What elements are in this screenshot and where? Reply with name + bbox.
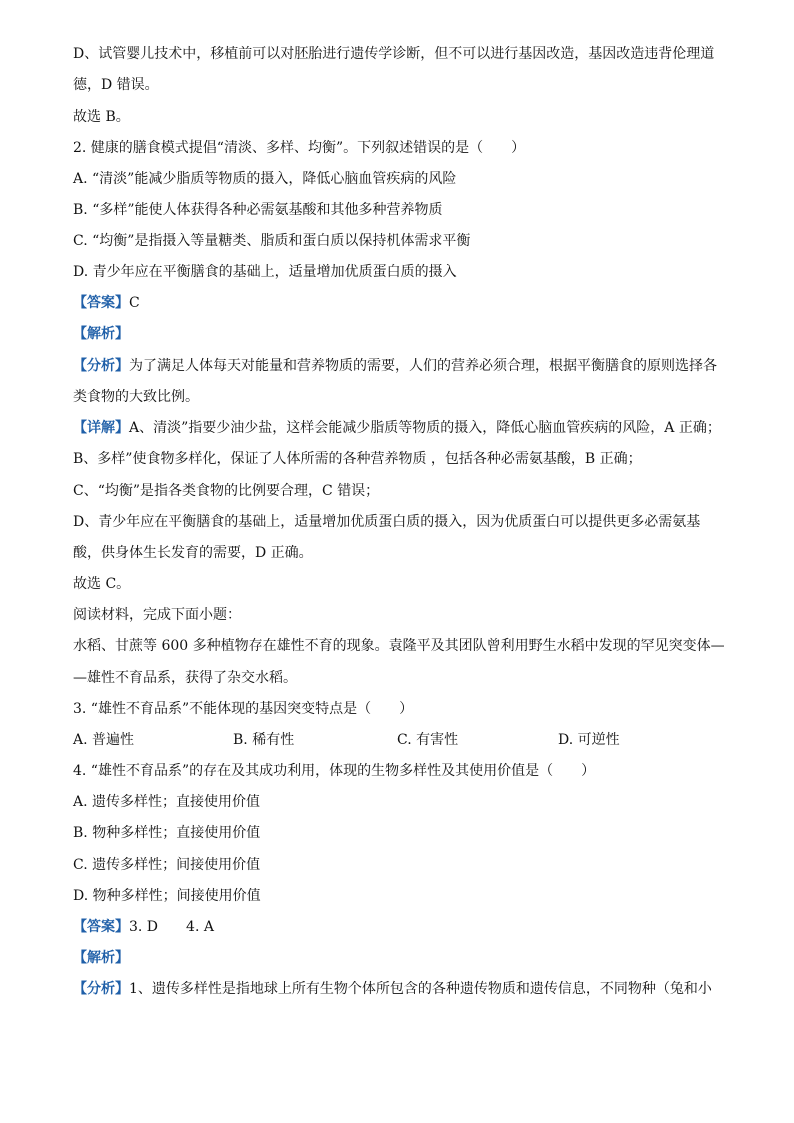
detail-tag: 【详解】: [73, 420, 129, 436]
question-2-option-d: D. 青少年应在平衡膳食的基础上，适量增加优质蛋白质的摄入: [73, 264, 457, 280]
text-line: 类食物的大致比例。: [73, 389, 199, 405]
reading-material: —雄性不育品系，获得了杂交水稻。: [73, 670, 297, 686]
answer-tag: 【答案】: [73, 295, 129, 311]
question-3-option-c: C. 有害性: [397, 732, 459, 748]
question-4-option-c: C. 遗传多样性；间接使用价值: [73, 857, 261, 873]
fenxi-row: [73, 979, 730, 999]
question-3-option-b: B. 稀有性: [233, 732, 295, 748]
question-2-option-b: B. “多样”能使人体获得各种必需氨基酸和其他多种营养物质: [73, 202, 443, 218]
fenxi-tag: 【分析】: [73, 358, 129, 374]
question-3-option-d: D. 可逆性: [558, 732, 620, 748]
analysis-tag: 【解析】: [73, 950, 129, 966]
text-line: 故选 C。: [73, 576, 131, 592]
detail-row: [73, 418, 730, 438]
reading-material: 水稻、甘蔗等 600 多种植物存在雄性不育的现象。袁隆平及其团队曾利用野生水稻中发现的罕见突变体—: [73, 638, 725, 654]
fenxi-text: 为了满足人体每天对能量和营养物质的需要，人们的营养必须合理，根据平衡膳食的原则选择各: [129, 358, 717, 374]
text-line: C、“均衡”是指各类食物的比例要合理，C 错误；: [73, 483, 380, 499]
text-line: 故选 B。: [73, 109, 130, 125]
analysis-row: [73, 324, 730, 344]
reading-intro: 阅读材料，完成下面小题：: [73, 607, 241, 623]
text-line: B、多样”使食物多样化，保证了人体所需的各种营养物质 ，包括各种必需氨基酸，B 正确；: [73, 451, 642, 467]
question-3-stem: 3. “雄性不育品系”不能体现的基因突变特点是（ ）: [73, 701, 414, 717]
question-3-option-a: A. 普遍性: [73, 732, 135, 748]
text-line: 酸，供身体生长发育的需要，D 正确。: [73, 545, 313, 561]
analysis-tag: 【解析】: [73, 326, 129, 342]
fenxi-text: 1、遗传多样性是指地球上所有生物个体所包含的各种遗传物质和遗传信息，不同物种（兔和小: [129, 981, 712, 997]
question-2-option-a: A. “清淡”能减少脂质等物质的摄入，降低心脑血管疾病的风险: [73, 171, 457, 187]
answer-row: [73, 293, 730, 313]
analysis-row: [73, 948, 730, 968]
text-line: D、试管婴儿技术中，移植前可以对胚胎进行遗传学诊断，但不可以进行基因改造，基因改造违背伦理道: [73, 46, 715, 62]
answer-tag: 【答案】: [73, 919, 129, 935]
answer-value: 3. D 4. A: [129, 919, 214, 935]
answer-row: [73, 917, 730, 937]
question-2-option-c: C. “均衡”是指摄入等量糖类、脂质和蛋白质以保持机体需求平衡: [73, 233, 471, 249]
text-line: 德，D 错误。: [73, 77, 159, 93]
question-2-stem: 2. 健康的膳食模式提倡“清淡、多样、均衡”。下列叙述错误的是（ ）: [73, 140, 526, 156]
question-4-option-d: D. 物种多样性；间接使用价值: [73, 888, 261, 904]
fenxi-row: [73, 356, 730, 376]
question-4-stem: 4. “雄性不育品系”的存在及其成功利用，体现的生物多样性及其使用价值是（ ）: [73, 763, 596, 779]
detail-text: A、清淡”指要少油少盐，这样会能减少脂质等物质的摄入，降低心脑血管疾病的风险，A 正确；: [129, 420, 721, 436]
question-4-option-b: B. 物种多样性；直接使用价值: [73, 825, 261, 841]
answer-value: C: [129, 295, 140, 311]
question-4-option-a: A. 遗传多样性；直接使用价值: [73, 794, 261, 810]
text-line: D、青少年应在平衡膳食的基础上，适量增加优质蛋白质的摄入，因为优质蛋白可以提供更多必需氨基: [73, 514, 701, 530]
fenxi-tag: 【分析】: [73, 981, 129, 997]
